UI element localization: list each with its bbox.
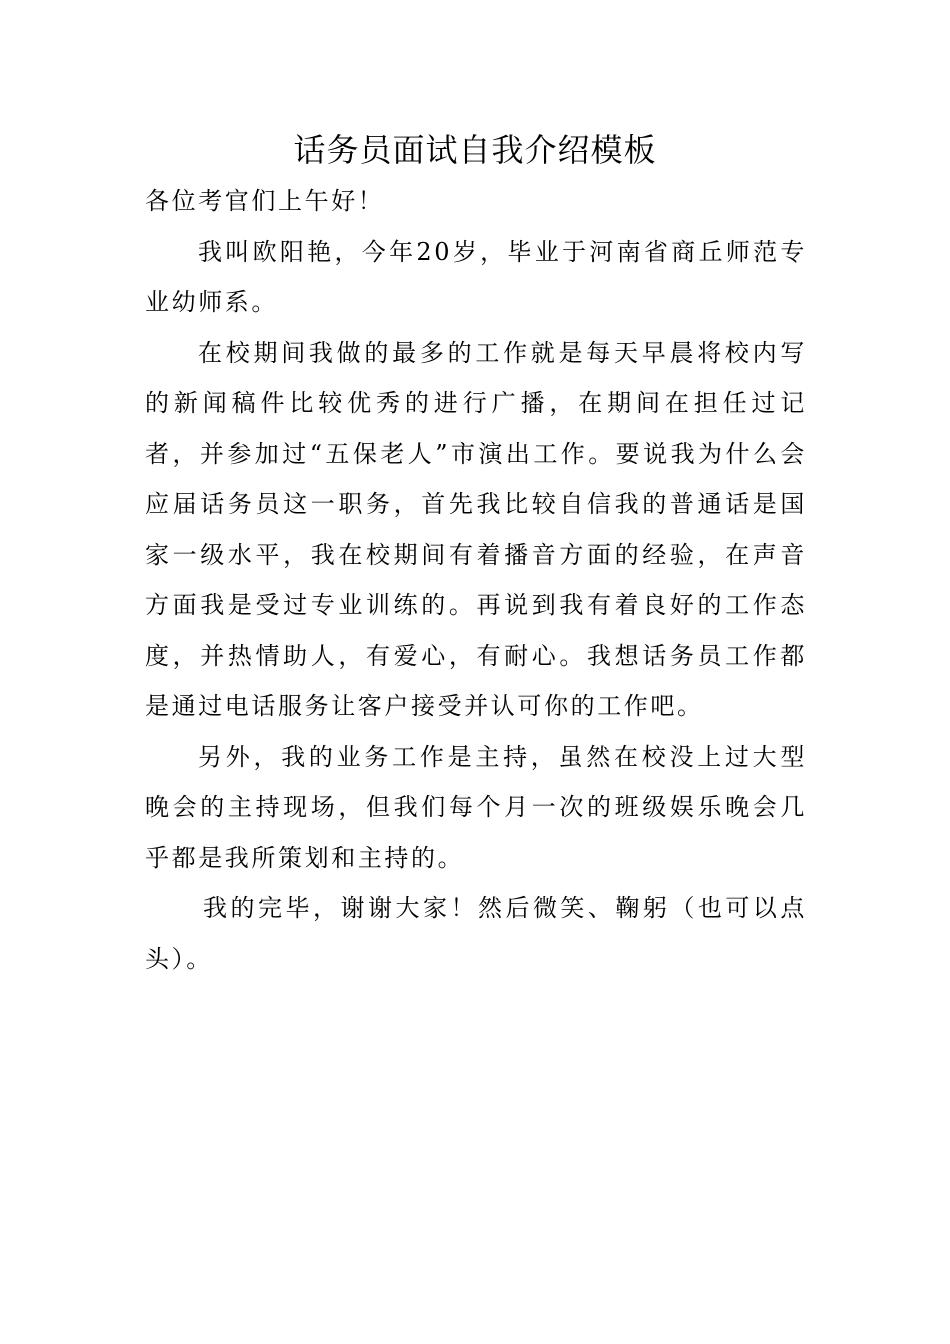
introduction-paragraph: 我叫欧阳艳，今年20岁，毕业于河南省商丘师范专业幼师系。 (145, 237, 807, 316)
greeting-paragraph: 各位考官们上午好！ (145, 187, 385, 215)
document-title: 话务员面试自我介绍模板 (293, 131, 657, 169)
document-body (145, 176, 807, 984)
school-experience-paragraph: 在校期间我做的最多的工作就是每天早晨将校内写的新闻稿件比较优秀的进行广播，在期间在担任过记者，并参加过“五保老人”市演出工作。要说我为什么会应届话务员这一职务，首先我比较自信我的普通话是国家一级水平，我在校期间有着播音方面的经验，在声音方面我是受过专业训练的。再说到我有着良好的工作态度，并热情助人，有爱心，有耐心。我想话务员工作都是通过电话服务让客户接受并认可你的工作吧。 (145, 338, 807, 720)
closing-paragraph: 我的完毕，谢谢大家！然后微笑、鞠躬（也可以点头）。 (145, 894, 807, 973)
hosting-experience-paragraph: 另外，我的业务工作是主持，虽然在校没上过大型晚会的主持现场，但我们每个月一次的班级娱乐晚会几乎都是我所策划和主持的。 (145, 742, 807, 872)
